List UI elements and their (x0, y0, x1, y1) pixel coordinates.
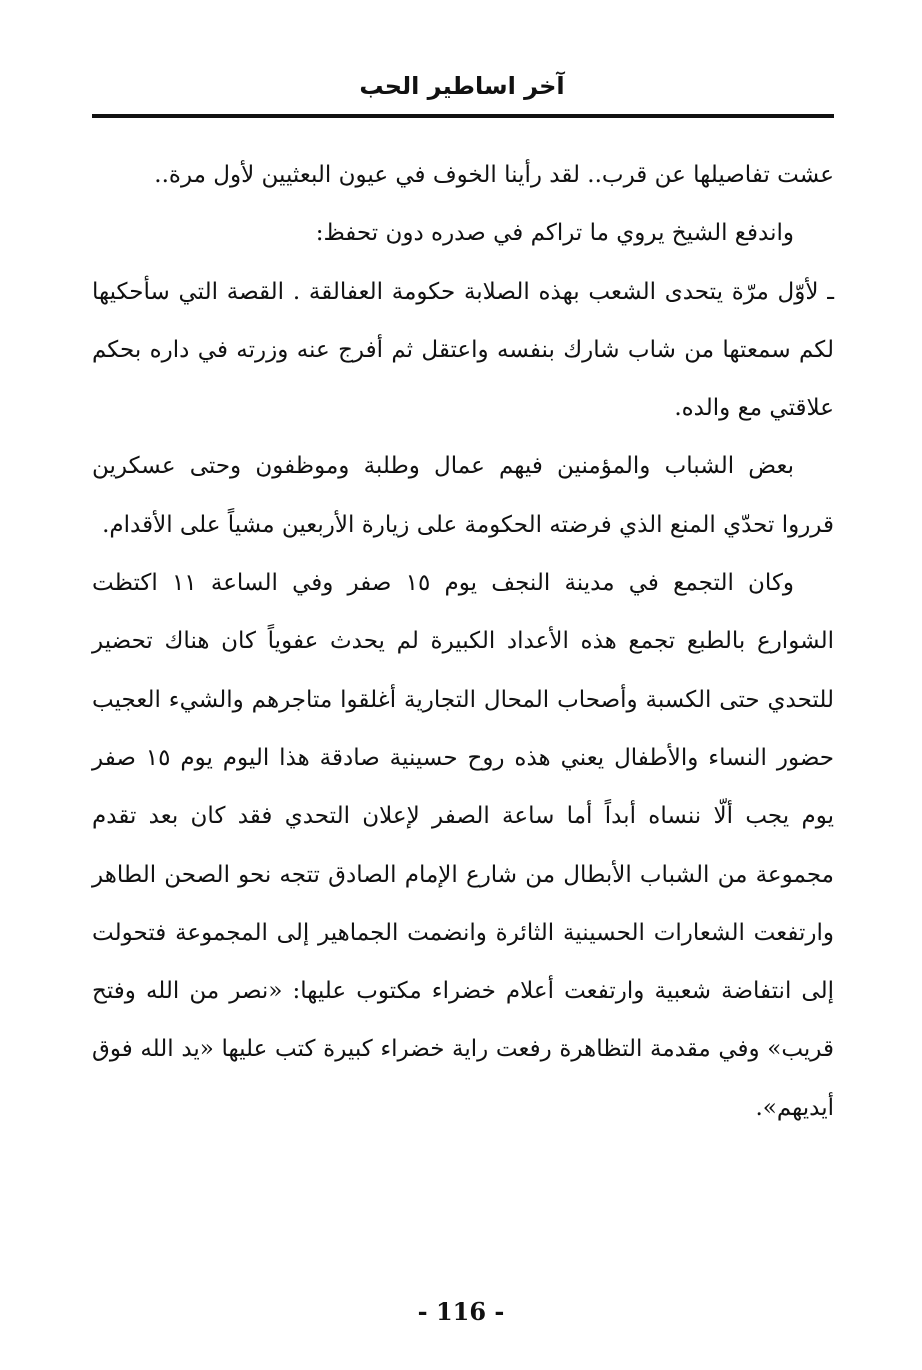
paragraph-2: واندفع الشيخ يروي ما تراكم في صدره دون تحفظ: (315, 220, 794, 247)
page-number: - 116 - (417, 1297, 505, 1326)
paragraph-5: وكان التجمع في مدينة النجف يوم ١٥ صفر وفي الساعة ١١ اكتظت الشوارع بالطبع تجمع هذه الأعداد الكبيرة لم يحدث عفوياً كان هناك تحضير للتحدي حتى الكسبة وأصحاب المحال التجارية أغلقوا متاجرهم والشيء العجيب حضور النساء والأطفال يعني هذه روح حسينية صادقة هذا اليوم يوم ١٥ صفر يوم يجب ألّا ننساه أبداً أما ساعة الصفر لإعلان التحدي فقد كان بعد تقدم مجموعة من الشباب الأبطال من شارع الإمام الصادق تتجه نحو الصحن الطاهر وارتفعت الشعارات الحسينية الثائرة وانضمت الجماهير إلى المجموعة فتحولت إلى انتفاضة شعبية وارتفعت أعلام خضراء مكتوب عليها: «نصر من الله وفتح قريب» وفي مقدمة التظاهرة رفعت راية خضراء كبيرة كتب عليها «يد الله فوق أيديهم». (92, 570, 835, 1121)
running-header-title: آخر اساطير الحب (359, 72, 565, 100)
paragraph-4: بعض الشباب والمؤمنين فيهم عمال وطلبة وموظفون وحتى عسكرين قرروا تحدّي المنع الذي فرضته الحكومة على زيارة الأربعين مشياً على الأقدام. (92, 453, 834, 538)
paragraph-1: عشت تفاصيلها عن قرب.. لقد رأينا الخوف في عيون البعثيين لأول مرة.. (154, 162, 834, 188)
header-divider (92, 114, 834, 118)
paragraph-3: ـ لأوّل مرّة يتحدى الشعب بهذه الصلابة حكومة العفالقة . القصة التي سأحكيها لكم سمعتها من شاب شارك بنفسه واعتقل ثم أفرج عنه وزرته في داره بحكم علاقتي مع والده. (92, 278, 834, 422)
body-text (92, 146, 834, 1137)
